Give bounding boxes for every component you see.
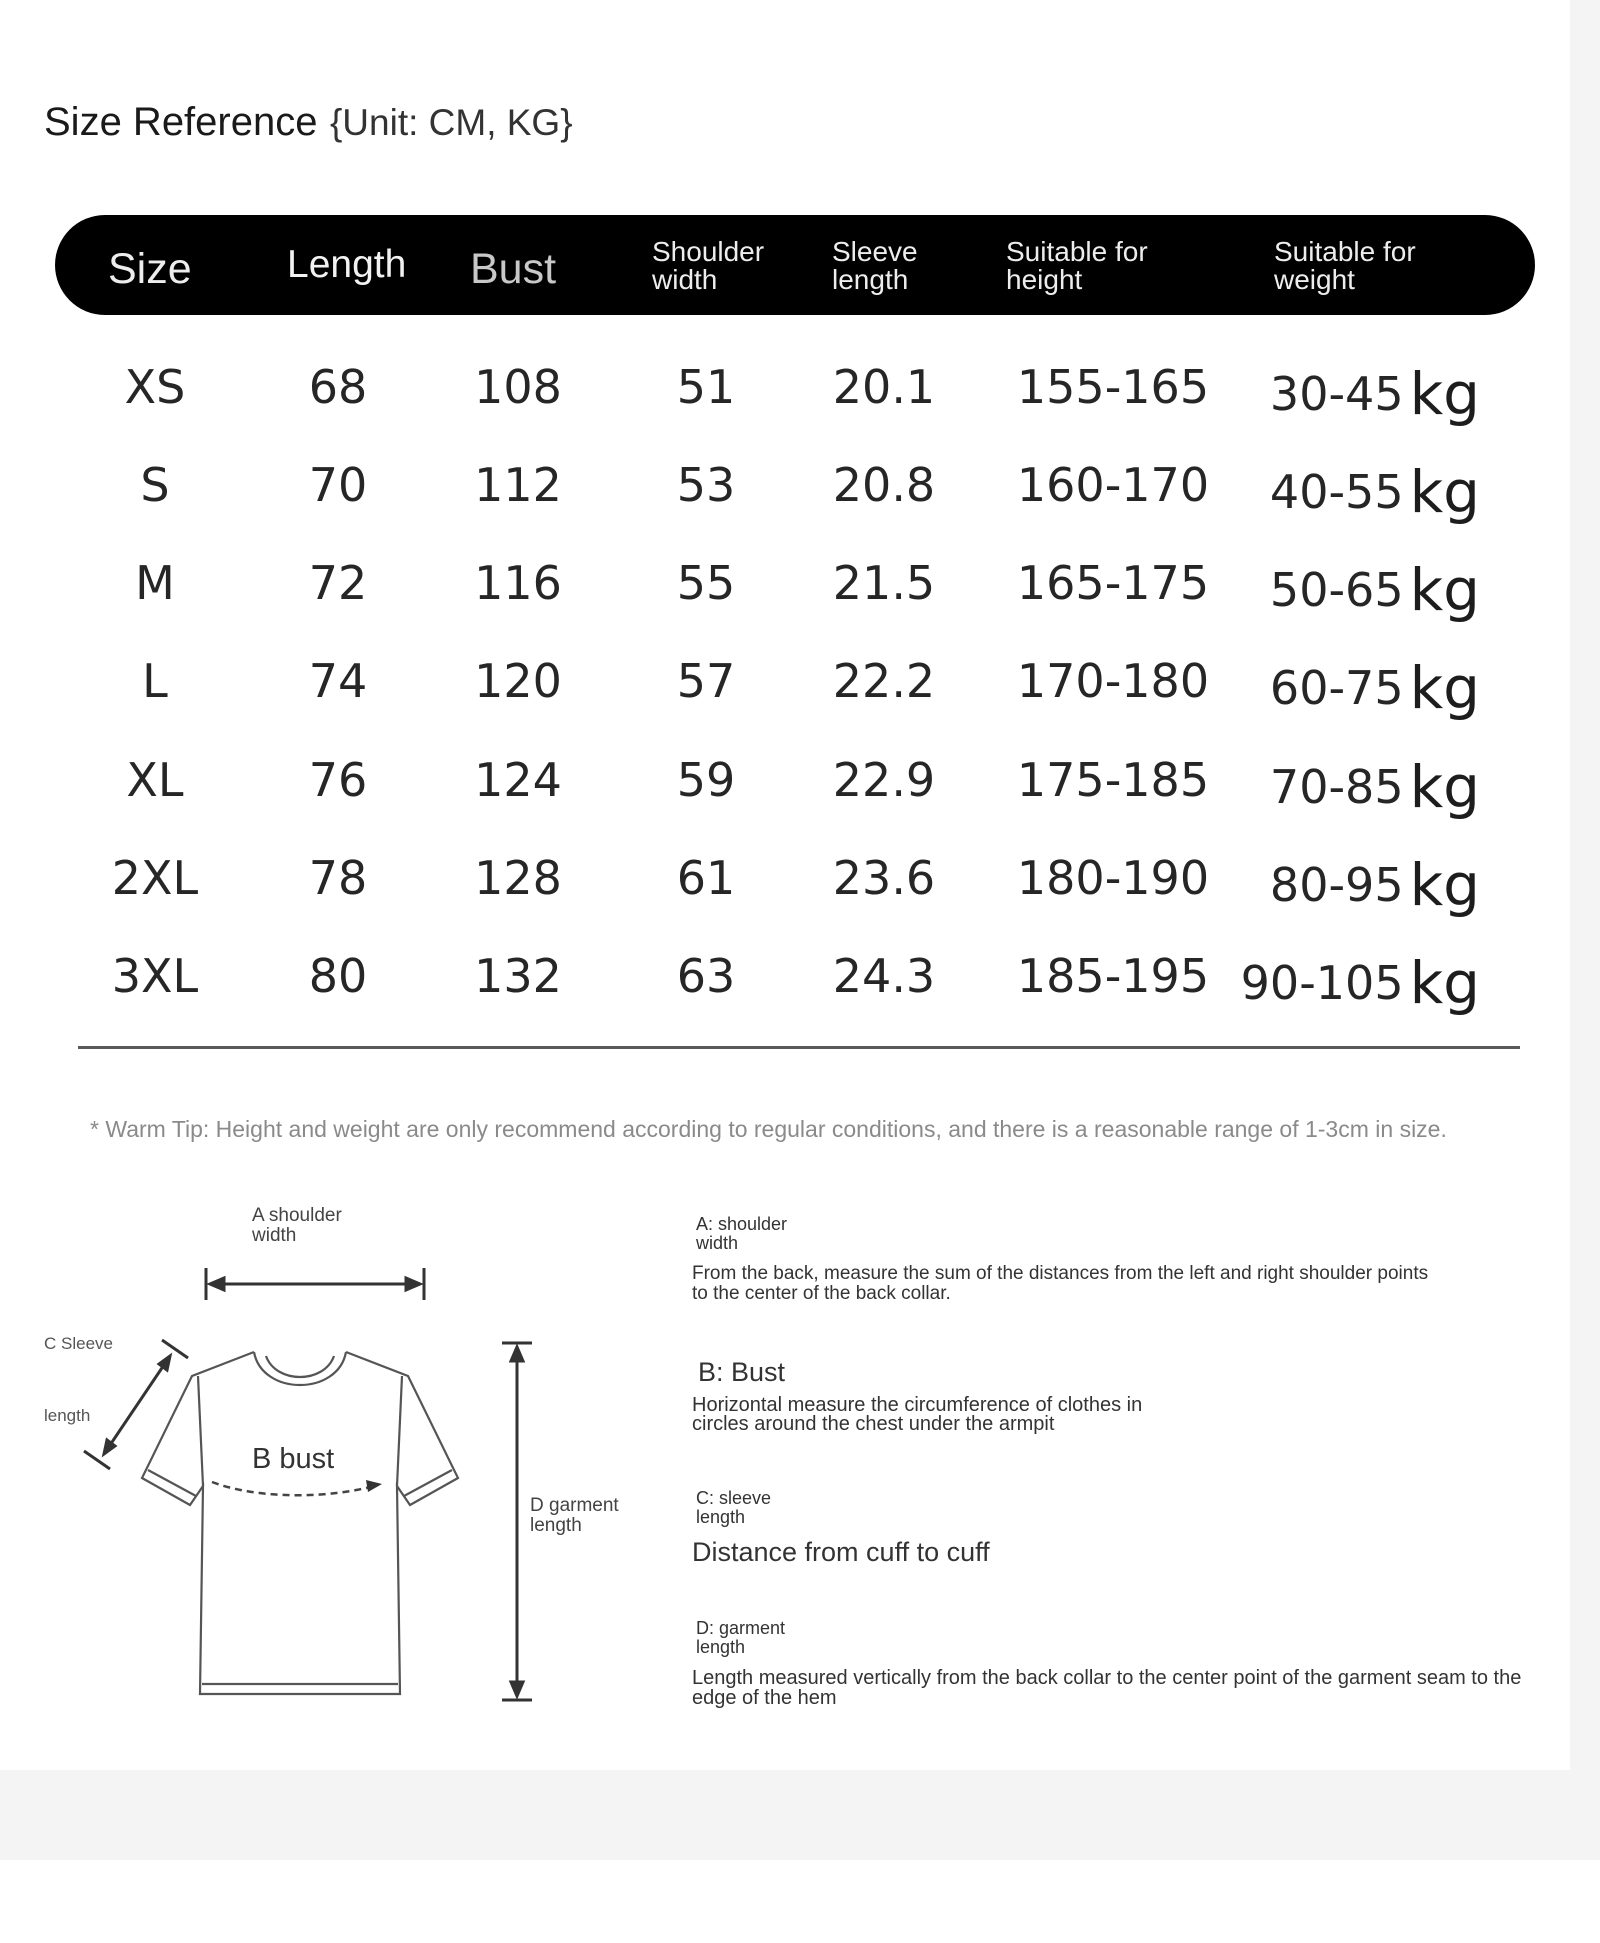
header-height-line1: Suitable for [1006, 236, 1148, 267]
weight-unit: kg [1409, 851, 1480, 919]
cell-length: 74 [308, 654, 368, 708]
tshirt-outline-icon [142, 1352, 458, 1694]
header-height-line2: height [1006, 264, 1083, 295]
garment-length-arrow-icon [502, 1343, 532, 1700]
table-row [0, 941, 1600, 1021]
table-row [0, 843, 1600, 923]
title-unit: {Unit: CM, KG} [329, 102, 573, 143]
table-header [55, 215, 1535, 315]
weight-value: 80-95 [1269, 858, 1404, 912]
label-garment-line1: D garment [530, 1495, 619, 1516]
bust-arrow-icon [212, 1480, 382, 1495]
desc-d-title-line2: length [696, 1637, 746, 1657]
cell-shoulder: 61 [676, 851, 736, 905]
desc-a-text-line2: to the center of the back collar. [692, 1283, 951, 1304]
header-weight-line2: weight [1274, 264, 1355, 295]
table-row [0, 548, 1600, 628]
cell-size: L [142, 654, 168, 708]
label-garment-line2: length [530, 1515, 582, 1536]
cell-weight [1270, 360, 1480, 428]
desc-c-title-line1: C: sleeve [696, 1488, 772, 1508]
cell-size: M [135, 556, 175, 610]
header-weight [1274, 238, 1416, 294]
cell-length: 68 [308, 360, 368, 414]
cell-length: 70 [308, 458, 368, 512]
desc-d-title-line1: D: garment [696, 1618, 786, 1638]
cell-sleeve: 23.6 [832, 851, 936, 905]
cell-shoulder: 59 [676, 753, 736, 807]
cell-length: 72 [308, 556, 368, 610]
cell-sleeve: 24.3 [832, 949, 936, 1003]
cell-size: 3XL [111, 949, 199, 1003]
weight-unit: kg [1409, 360, 1480, 428]
cell-sleeve: 22.2 [832, 654, 936, 708]
label-shoulder-width [252, 1206, 342, 1246]
weight-unit: kg [1409, 654, 1480, 722]
warm-tip: * Warm Tip: Height and weight are only recommend according to regular conditions, and there is a reasonable range of 1-3cm in size. [90, 1116, 1447, 1142]
cell-bust: 128 [474, 851, 562, 905]
table-divider [78, 1046, 1520, 1049]
desc-d [692, 1619, 1521, 1708]
cell-weight [1270, 753, 1480, 821]
cell-weight [1241, 949, 1480, 1017]
cell-height: 155-165 [1016, 360, 1210, 414]
header-sleeve-line2: length [832, 264, 909, 295]
sleeve-length-arrow-icon [84, 1340, 188, 1469]
cell-weight [1270, 851, 1480, 919]
cell-shoulder: 53 [676, 458, 736, 512]
desc-b-text-line2: circles around the chest under the armpit [692, 1413, 1055, 1435]
header-bust: Bust [470, 245, 557, 293]
desc-d-text-line1: Length measured vertically from the back collar to the center point of the garment seam to the [692, 1667, 1522, 1689]
header-shoulder-line2: width [652, 264, 718, 295]
page-title [44, 100, 573, 145]
desc-a-title-line2: width [696, 1233, 739, 1253]
label-garment-length [530, 1496, 619, 1536]
tshirt-diagram [0, 1180, 680, 1720]
cell-size: XS [124, 360, 186, 414]
cell-height: 165-175 [1016, 556, 1210, 610]
cell-size: S [140, 458, 170, 512]
header-size: Size [108, 245, 192, 293]
desc-b-title: B: Bust [698, 1357, 786, 1387]
desc-a-title-line1: A: shoulder [696, 1214, 788, 1234]
cell-height: 185-195 [1016, 949, 1210, 1003]
cell-bust: 120 [474, 654, 562, 708]
label-sleeve-line2: length [44, 1406, 91, 1425]
desc-b [692, 1357, 1142, 1433]
cell-height: 170-180 [1016, 654, 1210, 708]
cell-length: 80 [308, 949, 368, 1003]
cell-height: 175-185 [1016, 753, 1210, 807]
cell-length: 76 [308, 753, 368, 807]
weight-unit: kg [1409, 753, 1480, 821]
cell-shoulder: 63 [676, 949, 736, 1003]
header-shoulder-line1: Shoulder [652, 236, 765, 267]
title-main: Size Reference [44, 100, 318, 144]
weight-unit: kg [1409, 949, 1480, 1017]
shoulder-width-arrow-icon [206, 1268, 424, 1300]
table-row [0, 450, 1600, 530]
header-height [1006, 238, 1148, 294]
cell-shoulder: 57 [676, 654, 736, 708]
label-sleeve-line1: C Sleeve [44, 1334, 113, 1353]
cell-height: 160-170 [1016, 458, 1210, 512]
cell-bust: 112 [474, 458, 562, 512]
cell-bust: 132 [474, 949, 562, 1003]
cell-bust: 124 [474, 753, 562, 807]
cell-weight [1270, 458, 1480, 526]
weight-value: 30-45 [1269, 367, 1404, 421]
desc-a [692, 1215, 1428, 1304]
cell-sleeve: 22.9 [832, 753, 936, 807]
label-bust: B bust [252, 1443, 335, 1475]
cell-bust: 116 [474, 556, 562, 610]
cell-weight [1270, 556, 1480, 624]
weight-value: 40-55 [1269, 465, 1404, 519]
weight-unit: kg [1409, 458, 1480, 526]
cell-bust: 108 [474, 360, 562, 414]
cell-shoulder: 55 [676, 556, 736, 610]
desc-d-text-line2: edge of the hem [692, 1687, 837, 1709]
cell-size: 2XL [111, 851, 199, 905]
weight-unit: kg [1409, 556, 1480, 624]
weight-value: 90-105 [1240, 956, 1404, 1010]
desc-b-text-line1: Horizontal measure the circumference of clothes in [692, 1394, 1143, 1416]
desc-c-text: Distance from cuff to cuff [692, 1537, 990, 1567]
header-shoulder-width [652, 238, 764, 294]
table-row [0, 646, 1600, 726]
desc-c [692, 1489, 990, 1567]
cell-sleeve: 20.1 [832, 360, 936, 414]
label-shoulder-line2: width [252, 1225, 297, 1246]
weight-value: 70-85 [1269, 760, 1404, 814]
cell-height: 180-190 [1016, 851, 1210, 905]
table-row [0, 352, 1600, 432]
cell-sleeve: 20.8 [832, 458, 936, 512]
header-length: Length [287, 243, 407, 286]
page-background-band [0, 1770, 1600, 1860]
cell-length: 78 [308, 851, 368, 905]
label-shoulder-line1: A shoulder [252, 1205, 342, 1226]
header-weight-line1: Suitable for [1274, 236, 1416, 267]
header-sleeve-length [832, 238, 918, 294]
cell-shoulder: 51 [676, 360, 736, 414]
table-row [0, 745, 1600, 825]
cell-size: XL [126, 753, 184, 807]
desc-c-title-line2: length [696, 1507, 746, 1527]
header-sleeve-line1: Sleeve [832, 236, 918, 267]
weight-value: 60-75 [1269, 661, 1404, 715]
weight-value: 50-65 [1269, 563, 1404, 617]
desc-a-text-line1: From the back, measure the sum of the distances from the left and right shoulder points [692, 1263, 1429, 1284]
cell-sleeve: 21.5 [832, 556, 936, 610]
cell-weight [1270, 654, 1480, 722]
